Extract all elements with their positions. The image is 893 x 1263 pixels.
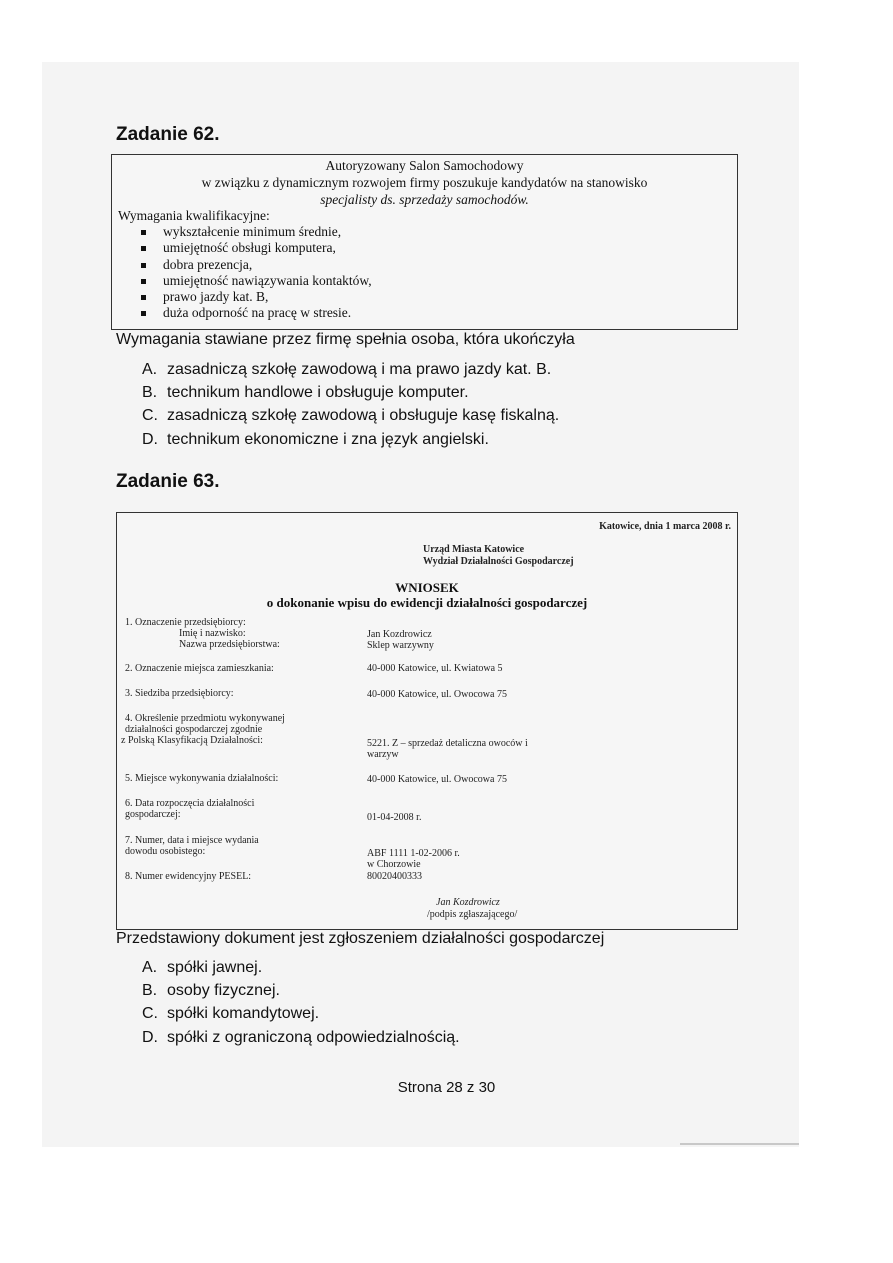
task-62-question: Wymagania stawiane przez firmę spełnia osoba, która ukończyła xyxy=(116,331,575,348)
field-1a-label: Imię i nazwisko: xyxy=(179,628,246,639)
task-63-question: Przedstawiony dokument jest zgłoszeniem działalności gospodarczej xyxy=(116,930,605,947)
answer-option-a[interactable]: A. spółki jawnej. xyxy=(142,959,263,976)
requirement-item: umiejętność obsługi komputera, xyxy=(141,240,372,256)
answer-option-c[interactable]: C. zasadniczą szkołę zawodową i obsługuje kasę fiskalną. xyxy=(142,407,560,425)
signature-caption: /podpis zgłaszającego/ xyxy=(427,909,518,920)
field-5-value: 40-000 Katowice, ul. Owocowa 75 xyxy=(367,774,507,785)
field-3-label: 3. Siedziba przedsiębiorcy: xyxy=(125,688,234,699)
requirement-item: prawo jazdy kat. B, xyxy=(141,289,372,305)
form-date: Katowice, dnia 1 marca 2008 r. xyxy=(599,521,731,532)
requirement-item: umiejętność nawiązywania kontaktów, xyxy=(141,273,372,289)
ad-requirements-title: Wymagania kwalifikacyjne: xyxy=(118,208,270,223)
answer-option-d[interactable]: D. technikum ekonomiczne i zna język angielski. xyxy=(142,430,489,448)
task-62-heading: Zadanie 62. xyxy=(116,124,220,145)
field-7-label-line1: 7. Numer, data i miejsce wydania xyxy=(125,835,259,846)
scan-artifact-line xyxy=(680,1143,799,1145)
form-title: WNIOSEK xyxy=(395,580,459,595)
answer-option-a[interactable]: A. zasadniczą szkołę zawodową i ma prawo jazdy kat. B. xyxy=(142,361,552,378)
field-1b-label: Nazwa przedsiębiorstwa: xyxy=(179,639,280,650)
form-office-department: Wydział Działalności Gospodarczej xyxy=(423,556,574,567)
field-4-label-line3: z Polską Klasyfikacją Działalności: xyxy=(121,735,263,746)
form-office-name: Urząd Miasta Katowice xyxy=(423,544,525,555)
field-1a-value: Jan Kozdrowicz xyxy=(367,629,432,640)
task-62-answers xyxy=(142,358,559,451)
field-2-value: 40-000 Katowice, ul. Kwiatowa 5 xyxy=(367,663,503,674)
field-6-label-line1: 6. Data rozpoczęcia działalności xyxy=(125,798,255,809)
signature: Jan Kozdrowicz xyxy=(436,897,500,908)
field-4-value-line1: 5221. Z – sprzedaż detaliczna owoców i xyxy=(367,738,528,749)
field-7-value-line1: ABF 1111 1-02-2006 r. xyxy=(367,848,460,859)
answer-option-d[interactable]: D. spółki z ograniczoną odpowiedzialnością. xyxy=(142,1028,460,1046)
ad-intro: w związku z dynamicznym rozwojem firmy poszukuje kandydatów na stanowisko xyxy=(201,175,648,190)
field-5-label: 5. Miejsce wykonywania działalności: xyxy=(125,773,279,784)
field-4-label-line1: 4. Określenie przedmiotu wykonywanej xyxy=(125,713,285,724)
form-subtitle: o dokonanie wpisu do ewidencji działalności gospodarczej xyxy=(266,595,588,610)
ad-position: specjalisty ds. sprzedaży samochodów. xyxy=(320,192,529,207)
answer-option-b[interactable]: B. technikum handlowe i obsługuje komputer. xyxy=(142,384,469,402)
task-63-heading: Zadanie 63. xyxy=(116,471,220,492)
ad-company: Autoryzowany Salon Samochodowy xyxy=(325,158,524,173)
task-63-answers xyxy=(142,956,460,1049)
field-2-label: 2. Oznaczenie miejsca zamieszkania: xyxy=(125,663,274,674)
field-8-value: 80020400333 xyxy=(367,871,422,882)
field-4-value-line2: warzyw xyxy=(367,749,399,760)
answer-option-b[interactable]: B. osoby fizycznej. xyxy=(142,982,280,1000)
answer-option-c[interactable]: C. spółki komandytowej. xyxy=(142,1005,320,1023)
field-1-label: 1. Oznaczenie przedsiębiorcy: xyxy=(125,617,246,628)
field-7-value-line2: w Chorzowie xyxy=(367,859,421,870)
job-ad-box xyxy=(111,154,738,330)
requirement-item: duża odporność na pracę w stresie. xyxy=(141,305,372,321)
ad-requirements-list xyxy=(141,224,372,322)
application-form xyxy=(116,512,738,930)
field-8-label: 8. Numer ewidencyjny PESEL: xyxy=(125,871,252,882)
field-6-value: 01-04-2008 r. xyxy=(367,812,422,823)
field-3-value: 40-000 Katowice, ul. Owocowa 75 xyxy=(367,689,507,700)
field-4-label-line2: działalności gospodarczej zgodnie xyxy=(125,724,263,735)
field-7-label-line2: dowodu osobistego: xyxy=(125,846,206,857)
requirement-item: wykształcenie minimum średnie, xyxy=(141,224,372,240)
requirement-item: dobra prezencja, xyxy=(141,257,372,273)
field-6-label-line2: gospodarczej: xyxy=(125,809,181,820)
field-1b-value: Sklep warzywny xyxy=(367,640,434,651)
page-number: Strona 28 z 30 xyxy=(397,1079,496,1096)
